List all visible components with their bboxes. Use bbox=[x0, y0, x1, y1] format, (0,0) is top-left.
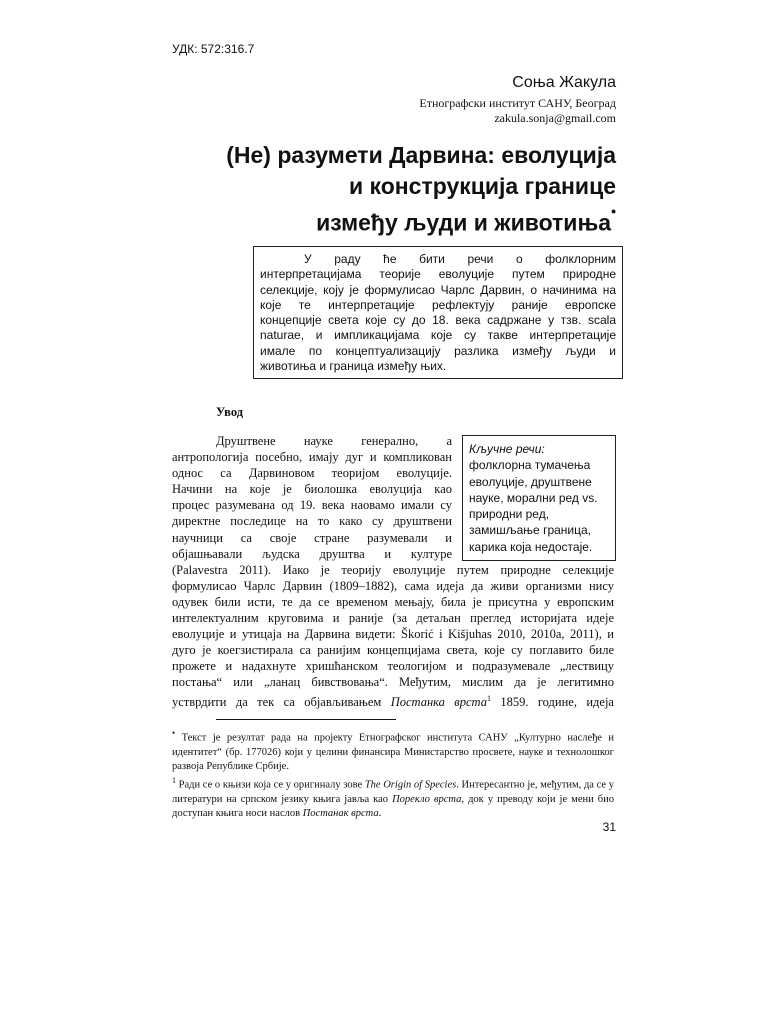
body-line: постања“ или „ланац бивствовања“. Међутим, мислим да је легитимно bbox=[172, 675, 614, 690]
abstract-line: имале по концептуализацију разлика између људи и bbox=[260, 343, 616, 358]
author-name: Соња Жакула bbox=[512, 74, 616, 91]
abstract-line: које те интерпретације рефлектују раније европске bbox=[260, 297, 616, 312]
body-line: (Palavestra 2011). Иако је теорију еволуције путем природне селекције bbox=[172, 562, 614, 577]
abstract-line: интерпретацијама теорије еволуције путем природне bbox=[260, 267, 616, 282]
footnote-1-mark: • bbox=[172, 728, 176, 738]
abstract-line: животиња и граница између њих. bbox=[260, 359, 447, 374]
footnote-ref-1: 1 bbox=[486, 693, 491, 703]
book-title-italic: Постанка врста bbox=[390, 694, 487, 709]
body-line: процес разумевана од 19. века наовамо имали су bbox=[172, 498, 452, 513]
body-line: антропологија посебно, имају дуг и компликован bbox=[172, 450, 452, 465]
footnotes bbox=[172, 726, 614, 821]
author-institution: Етнографски институт САНУ, Београд bbox=[419, 96, 616, 110]
abstract-line: naturae, и импликацијама које су такве интерпретације bbox=[260, 328, 616, 343]
page-number: 31 bbox=[602, 820, 616, 834]
udk-code: УДК: 572:316.7 bbox=[172, 42, 255, 56]
abstract-line: У раду ће бити речи о фолклорним bbox=[304, 252, 616, 266]
body-last-tail: 1859. године, идеја bbox=[490, 694, 614, 709]
footnote-1-text: Текст је резултат рада на пројекту Етнографског института САНУ „Културно наслеђе и идентитет“ (бр. 177026) који у целини финансира Министарство просвете, науке и технолошког развоја Републике Србије. bbox=[172, 732, 614, 772]
abstract-line: концепције света које су до 18. века садржане у тзв. scala bbox=[260, 313, 616, 328]
title-footnote-mark: • bbox=[611, 203, 616, 219]
body-line-last bbox=[172, 691, 614, 707]
footnote-2-text-a: Ради се о књизи која се у оригиналу зове bbox=[176, 779, 365, 791]
title-line-2: и конструкција границе bbox=[348, 173, 616, 199]
abstract-line: селекције, коју је формулисао Чарлс Дарвин, о начинима на bbox=[260, 282, 616, 297]
footnote-2-end: . bbox=[378, 808, 382, 820]
body-line: интелектуалним круговима и раније (за детаљан преглед историјата идеје bbox=[172, 611, 614, 626]
body-line: еволуције и утицаја на Дарвина видети: Škorić i Kišjuhas 2010, 2010а, 2011), и bbox=[172, 627, 614, 642]
body-line: научници са своје стране разумевали и bbox=[172, 530, 452, 545]
body-line: објашњавали људска друштва и културе bbox=[172, 546, 452, 561]
footnote-rule bbox=[216, 719, 396, 720]
body-line: прожете и надахнуте хришћанском теологијом и подразумевале „лествицу bbox=[172, 659, 614, 674]
body-line: директне последице на то како су друштвени bbox=[172, 514, 452, 529]
footnote-2-translated-title: Постанак врста bbox=[302, 808, 379, 820]
section-heading: Увод bbox=[216, 405, 244, 419]
keywords-text: фолклорна тумачења еволуције, друштвене науке, морални ред vs. природни ред, замишљање граница, карика која недостаје. bbox=[469, 458, 598, 554]
title-line-3 bbox=[196, 202, 616, 239]
body-line: формулисао Чарлс Дарвин (1809–1882), сама идеја да живи организми нису bbox=[172, 578, 614, 593]
abstract-box bbox=[253, 246, 623, 379]
body-line: дуго је коегзистирала са ранијим концепцијама света, које су поглавито биле bbox=[172, 643, 614, 658]
title-line-3-text: између људи и животиња bbox=[316, 209, 612, 236]
title-line-1: (Не) разумети Дарвина: еволуција bbox=[226, 142, 616, 168]
footnote-1 bbox=[172, 726, 614, 774]
keywords-title: Кључне речи: bbox=[469, 442, 545, 456]
footnote-2-mark: 1 bbox=[172, 776, 176, 786]
footnote-2 bbox=[172, 774, 614, 821]
footnote-2-original-title: The Origin of Species bbox=[364, 779, 457, 791]
body-last-text: устврдити да тек са објављивањем bbox=[172, 694, 391, 709]
footnote-2-text-b: . Интересантно је, међутим, да се у литератури на српском језику књига јавља као bbox=[172, 779, 615, 805]
body-line: Начини на које је биолошка еволуција као bbox=[172, 482, 452, 497]
author-email: zakula.sonja@gmail.com bbox=[494, 111, 616, 125]
body-line: Друштвене науке генерално, а bbox=[216, 434, 452, 448]
article-title bbox=[196, 140, 616, 239]
body-line: однос са Дарвиновом теоријом еволуције. bbox=[172, 466, 452, 481]
footnote-2-alt-title: Порекло врста bbox=[392, 793, 462, 805]
body-line: одувек били исти, те да се временом мењају, била је присутна у европским bbox=[172, 594, 614, 609]
body-text bbox=[172, 433, 614, 707]
footnote-2-text-c: , док у преводу који је мени био доступан књига носи наслов bbox=[172, 793, 614, 820]
